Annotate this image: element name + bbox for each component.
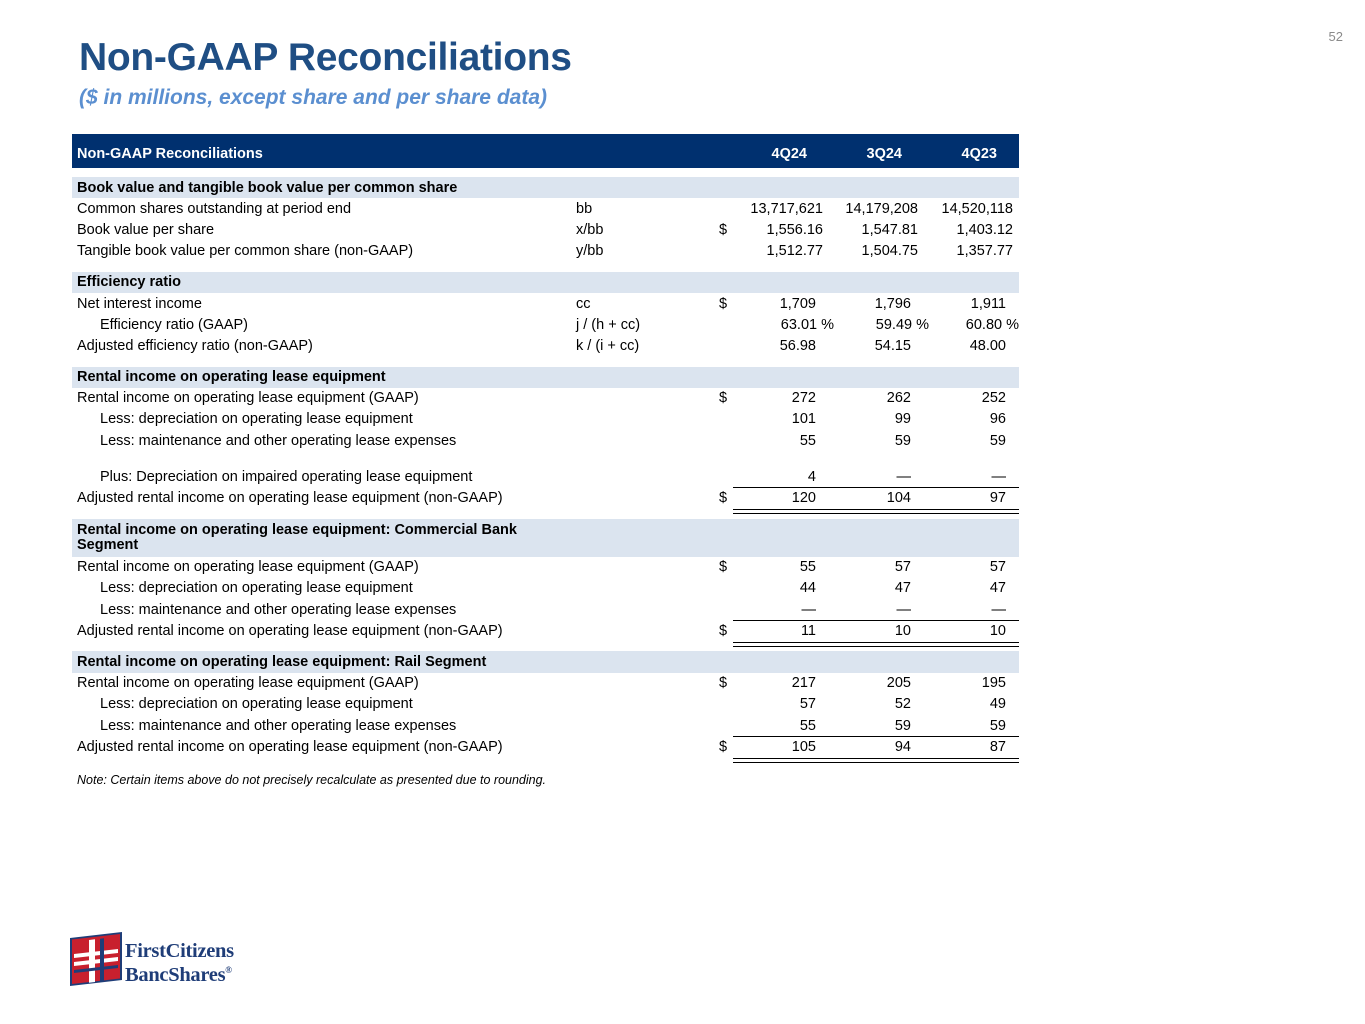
underline [814, 736, 1019, 737]
column-header-4q24: 4Q24 [771, 146, 807, 162]
page-title: Non-GAAP Reconciliations [79, 36, 572, 79]
row-label: Book value per share [77, 221, 215, 238]
value-4q23: 1,403.12 [956, 221, 1013, 238]
value-3q24: 47 [894, 580, 911, 597]
row-label: Plus: Depreciation on impaired operating lease equipment [100, 468, 473, 485]
row-label: Less: maintenance and other operating lease expenses [100, 432, 457, 449]
table-header [72, 134, 1019, 168]
value-3q24: 59 [894, 717, 911, 734]
value-4q23: 59 [989, 432, 1006, 449]
value-4q24: 105 [791, 738, 816, 755]
row-label: Common shares outstanding at period end [77, 200, 352, 217]
table-row [72, 241, 1019, 262]
row-label: Tangible book value per common share (non-GAAP) [77, 243, 414, 260]
value-4q23: 10 [989, 622, 1006, 639]
reconciliation-table [72, 134, 1019, 757]
underline [733, 736, 814, 737]
row-formula: bb [576, 200, 593, 217]
table-row [72, 557, 1019, 578]
table-row [72, 578, 1019, 599]
row-formula: j / (h + cc) [576, 316, 641, 333]
value-4q24: 13,717,621 [750, 200, 823, 217]
table-row [72, 219, 1019, 240]
table-row [72, 694, 1019, 715]
value-4q23: 14,520,118 [941, 200, 1013, 217]
table-row [72, 409, 1019, 430]
row-label: Rental income on operating lease equipment (GAAP) [77, 390, 419, 407]
value-4q24: 217 [791, 675, 816, 692]
section-header-rental-income [72, 367, 1019, 388]
double-underline [814, 758, 1019, 763]
table-row [72, 198, 1019, 219]
value-3q24: 1,796 [874, 295, 911, 312]
value-4q23: — [991, 468, 1006, 485]
value-4q24: 120 [791, 490, 816, 507]
underline [733, 487, 814, 488]
column-header-4q23: 4Q23 [961, 146, 997, 162]
value-4q23: — [991, 601, 1006, 618]
flag-logo-icon [70, 932, 122, 986]
section-header-commercial-bank [72, 519, 1019, 557]
total-row [72, 620, 1019, 641]
currency-symbol: $ [719, 559, 728, 576]
currency-symbol: $ [719, 738, 728, 755]
value-3q24: — [896, 468, 911, 485]
row-label: Less: depreciation on operating lease equipment [100, 696, 413, 713]
section-title: Rental income on operating lease equipment: Rail Segment [77, 653, 487, 670]
value-4q23: 96 [989, 411, 1006, 428]
row-formula: k / (i + cc) [576, 337, 640, 354]
underline [733, 620, 814, 621]
table-row [72, 335, 1019, 356]
double-underline [814, 642, 1019, 647]
value-4q24: 1,709 [779, 295, 816, 312]
row-label: Less: maintenance and other operating lease expenses [100, 717, 457, 734]
value-4q23: 47 [989, 580, 1006, 597]
value-4q23: 48.00 [969, 337, 1006, 354]
column-header-3q24: 3Q24 [866, 146, 902, 162]
row-label: Efficiency ratio (GAAP) [100, 316, 249, 333]
value-3q24: 262 [886, 390, 911, 407]
value-3q24: — [896, 601, 911, 618]
value-4q24: 55 [799, 559, 816, 576]
table-row [72, 715, 1019, 736]
row-label: Rental income on operating lease equipment (GAAP) [77, 559, 419, 576]
value-3q24: 99 [894, 411, 911, 428]
value-4q23: 87 [989, 738, 1006, 755]
row-label: Adjusted rental income on operating lease equipment (non-GAAP) [77, 738, 503, 755]
value-4q24: 11 [800, 622, 816, 639]
logo-wordmark [125, 942, 234, 985]
value-4q24: 56.98 [779, 337, 816, 354]
table-row [72, 673, 1019, 694]
value-4q24: 44 [799, 580, 816, 597]
value-4q24: — [801, 601, 816, 618]
section-title: Rental income on operating lease equipment [77, 369, 386, 386]
value-4q23: 57 [989, 559, 1006, 576]
double-underline [733, 642, 814, 647]
table-row [72, 430, 1019, 451]
page-number: 52 [1328, 29, 1343, 44]
page-subtitle: ($ in millions, except share and per share data) [79, 86, 547, 109]
value-4q24: 55 [799, 717, 816, 734]
row-label: Rental income on operating lease equipment (GAAP) [77, 675, 419, 692]
row-label: Net interest income [77, 295, 202, 312]
value-3q24: 94 [894, 738, 911, 755]
currency-symbol: $ [719, 221, 728, 238]
value-4q24: 55 [799, 432, 816, 449]
section-header-rail-segment [72, 651, 1019, 672]
row-label: Less: depreciation on operating lease equipment [100, 411, 413, 428]
value-4q23: 60.80 % [965, 316, 1019, 333]
value-4q23: 252 [981, 390, 1006, 407]
value-4q24: 272 [791, 390, 816, 407]
value-4q24: 1,556.16 [766, 221, 823, 238]
table-row [72, 388, 1019, 409]
row-label: Less: maintenance and other operating lease expenses [100, 601, 457, 618]
value-3q24: 1,547.81 [861, 221, 918, 238]
table-header-label: Non-GAAP Reconciliations [77, 146, 263, 162]
value-4q24: 101 [791, 411, 816, 428]
company-logo [70, 930, 260, 990]
value-4q23: 59 [989, 717, 1006, 734]
registered-mark: ® [225, 965, 232, 975]
section-title: Book value and tangible book value per common share [77, 179, 458, 196]
value-3q24: 14,179,208 [845, 200, 918, 217]
currency-symbol: $ [719, 622, 728, 639]
value-4q24: 4 [807, 468, 816, 485]
double-underline [814, 509, 1019, 514]
underline [814, 487, 1019, 488]
section-title: Rental income on operating lease equipment: Commercial Bank Segment [77, 521, 517, 553]
row-formula: x/bb [576, 221, 604, 238]
double-underline [733, 509, 814, 514]
section-header-book-value [72, 177, 1019, 198]
total-row [72, 736, 1019, 757]
value-3q24: 1,504.75 [861, 243, 918, 260]
value-3q24: 59 [894, 432, 911, 449]
value-4q24: 63.01 % [780, 316, 834, 333]
section-header-efficiency [72, 272, 1019, 293]
table-row [72, 599, 1019, 620]
value-4q23: 1,357.77 [956, 243, 1013, 260]
row-label: Adjusted rental income on operating lease equipment (non-GAAP) [77, 622, 503, 639]
value-3q24: 205 [886, 675, 911, 692]
table-row [72, 466, 1019, 487]
row-formula: y/bb [576, 243, 604, 260]
value-3q24: 59.49 % [875, 316, 929, 333]
currency-symbol: $ [719, 390, 728, 407]
currency-symbol: $ [719, 490, 728, 507]
row-label: Adjusted rental income on operating lease equipment (non-GAAP) [77, 490, 503, 507]
underline [814, 620, 1019, 621]
value-3q24: 54.15 [874, 337, 911, 354]
double-underline [733, 758, 814, 763]
value-4q23: 195 [981, 675, 1006, 692]
currency-symbol: $ [719, 295, 728, 312]
value-3q24: 104 [886, 490, 911, 507]
value-3q24: 57 [894, 559, 911, 576]
logo-line-1: FirstCitizens [125, 940, 234, 962]
logo-line-2: BancShares [125, 963, 226, 986]
value-4q24: 1,512.77 [766, 243, 823, 260]
value-4q23: 49 [989, 696, 1006, 713]
value-4q23: 97 [989, 490, 1006, 507]
row-formula: cc [576, 295, 591, 312]
table-row [72, 314, 1019, 335]
value-3q24: 52 [894, 696, 911, 713]
value-4q23: 1,911 [970, 295, 1006, 312]
footnote: Note: Certain items above do not precisely recalculate as presented due to rounding. [77, 773, 547, 787]
row-label: Less: depreciation on operating lease equipment [100, 580, 413, 597]
section-title: Efficiency ratio [77, 274, 181, 291]
value-4q24: 57 [799, 696, 816, 713]
value-3q24: 10 [894, 622, 911, 639]
table-row [72, 293, 1019, 314]
currency-symbol: $ [719, 675, 728, 692]
row-label: Adjusted efficiency ratio (non-GAAP) [77, 337, 313, 354]
total-row [72, 487, 1019, 508]
